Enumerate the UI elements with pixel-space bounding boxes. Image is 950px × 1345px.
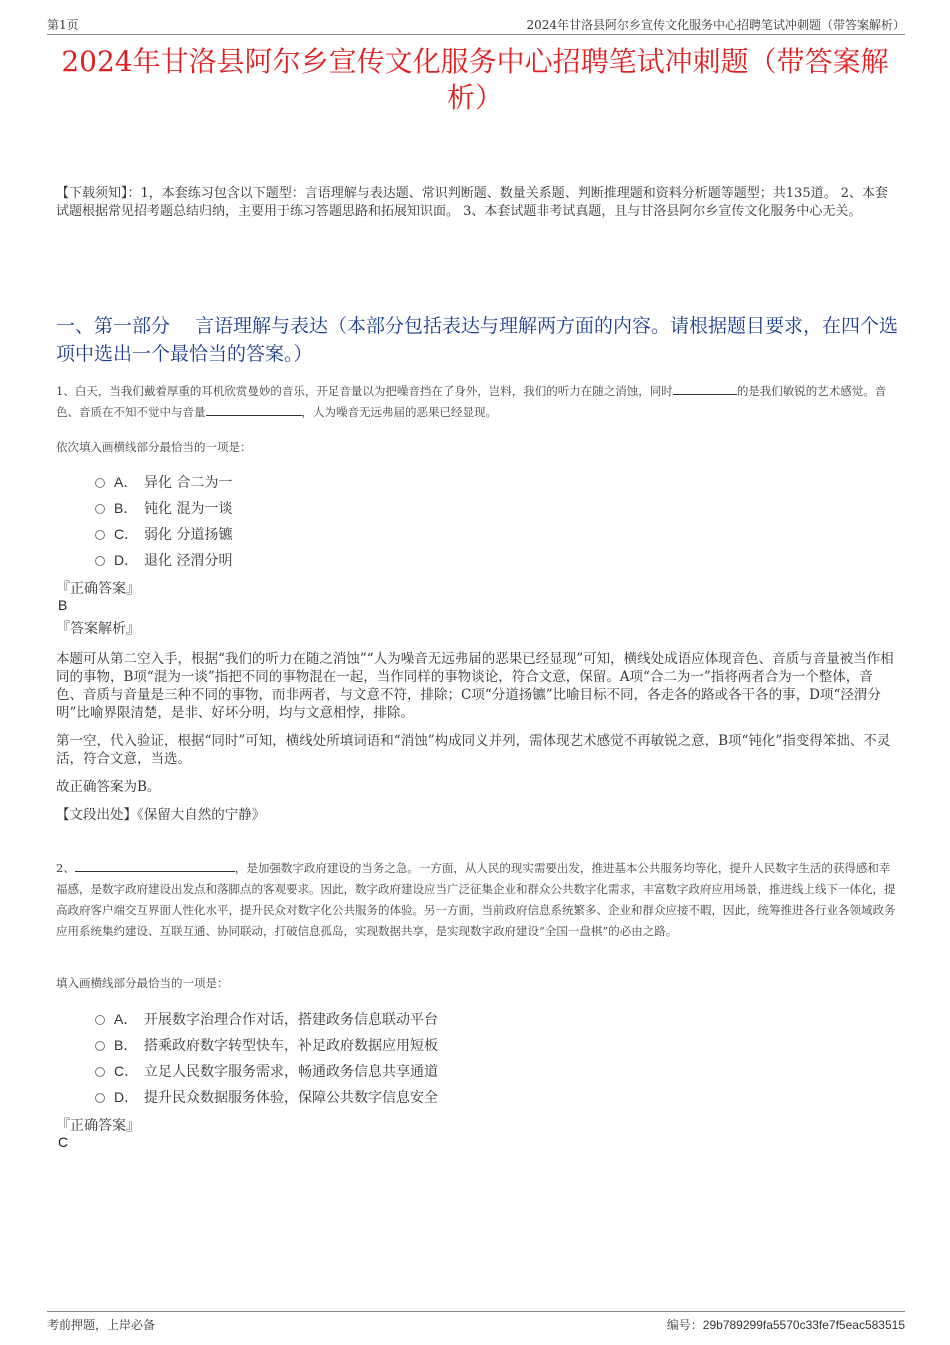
page-footer [47, 1311, 905, 1336]
option-b[interactable]: B． 钝化 混为一谈 [95, 495, 232, 521]
question-2-instruction: 填入画横线部分最恰当的一项是： [56, 976, 229, 990]
question-1-text: 1、白天，当我们戴着厚重的耳机欣赏曼妙的音乐，开足音量以为把噪音挡在了身外，岂料，我们的听力在随之消蚀，同时 的是我们敏锐的艺术感觉。音色、音质在不知不觉中与音量 ，人为噪音无远弗届的恶果已经显现。 [56, 381, 900, 423]
analysis-paragraph: 故正确答案为B。 [56, 779, 161, 795]
correct-answer: C [58, 1134, 69, 1150]
option-d[interactable]: D． 退化 泾渭分明 [95, 547, 232, 573]
section-title: 一、第一部分 言语理解与表达（本部分包括表达与理解两方面的内容。请根据题目要求，在四个选项中选出一个最恰当的答案。） [56, 315, 899, 365]
document-code: 编号：29b789299fa5570c33fe7f5eac583515 [666, 1318, 905, 1332]
blank-1 [673, 381, 737, 395]
option-a[interactable]: A． 开展数字治理合作对话，搭建政务信息联动平台 [95, 1006, 438, 1032]
header-doc-title: 2024年甘洛县阿尔乡宣传文化服务中心招聘笔试冲刺题（带答案解析） [526, 18, 905, 32]
radio-icon[interactable] [95, 530, 105, 540]
option-c[interactable]: C． 弱化 分道扬镳 [95, 521, 232, 547]
answer-analysis [56, 650, 898, 834]
footer-slogan: 考前押题，上岸必备 [47, 1318, 156, 1332]
correct-answer-label: 『正确答案』 [56, 581, 140, 597]
correct-answer-label: 『正确答案』 [56, 1118, 140, 1134]
radio-icon[interactable] [95, 1041, 105, 1051]
radio-icon[interactable] [95, 478, 105, 488]
question-2-text: 2、 ，是加强数字政府建设的当务之急。一方面，从人民的现实需要出发，推进基本公共服务均等化，提升人民数字生活的获得感和幸福感，是数字政府建设出发点和落脚点的客观要求。因此，数字政府建设应当广泛征集企业和群众公共数字化需求，丰富数字政府应用场景，推进线上线下一体化，提高政府客户端交互界面人性化水平，提升民众对数字化公共服务的体验。另一方面，当前政府信息系统繁多、企业和群众应接不暇，因此，统筹推进各行业各领域政务应用系统集约建设、互联互通、协同联动，打破信息孤岛，实现数据共享，是实现数字政府建设“全国一盘棋”的必由之路。 [56, 858, 900, 942]
option-a[interactable]: A． 异化 合二为一 [95, 469, 232, 495]
radio-icon[interactable] [95, 1067, 105, 1077]
radio-icon[interactable] [95, 556, 105, 566]
correct-answer: B [58, 597, 68, 613]
page-number: 第1页 [47, 18, 79, 32]
document-title: 2024年甘洛县阿尔乡宣传文化服务中心招聘笔试冲刺题（带答案解析） [61, 45, 889, 114]
analysis-paragraph: 本题可从第二空入手，根据“我们的听力在随之消蚀”“人为噪音无远弗届的恶果已经显现”可知，横线处成语应体现音色、音质与音量被当作相同的事物，B项“混为一谈”指把不同的事物混在一起，当作同样的事物谈论，符合文意，保留。A项“合二为一”指将两者合为一个整体，音色、音质与音量是三种不同的事物，而非两者，与文意不符，排除；C项“分道扬镳”比喻目标不同，各走各的路或各干各的事，D项“泾渭分明”比喻界限清楚，是非、好坏分明，均与文意相悖，排除。 [56, 651, 894, 721]
question-1-options [95, 469, 232, 573]
blank-2 [206, 402, 302, 416]
option-b[interactable]: B． 搭乘政府数字转型快车，补足政府数据应用短板 [95, 1032, 438, 1058]
analysis-label: 『答案解析』 [56, 621, 140, 637]
option-d[interactable]: D． 提升民众数据服务体验，保障公共数字信息安全 [95, 1084, 438, 1110]
blank-1 [75, 858, 235, 872]
option-c[interactable]: C． 立足人民数字服务需求，畅通政务信息共享通道 [95, 1058, 438, 1084]
page-header [47, 14, 905, 35]
radio-icon[interactable] [95, 1093, 105, 1103]
radio-icon[interactable] [95, 1015, 105, 1025]
download-notice: 【下载须知】：1，本套练习包含以下题型：言语理解与表达题、常识判断题、数量关系题、判断推理题和资料分析题等题型；共135道。 2、本套试题根据常见招考题总结归纳，主要用于练习答题思路和拓展知识面。 3、本套试题非考试真题，且与甘洛县阿尔乡宣传文化服务中心无关。 [56, 186, 888, 219]
question-2-options [95, 1006, 438, 1110]
question-1-instruction: 依次填入画横线部分最恰当的一项是： [56, 440, 252, 454]
radio-icon[interactable] [95, 504, 105, 514]
analysis-paragraph: 第一空，代入验证，根据“同时”可知，横线处所填词语和“消蚀”构成同义并列，需体现艺术感觉不再敏锐之意，B项“钝化”指变得笨拙、不灵活，符合文意，当选。 [56, 733, 891, 767]
source-citation: 【文段出处】《保留大自然的宁静》 [56, 807, 266, 823]
